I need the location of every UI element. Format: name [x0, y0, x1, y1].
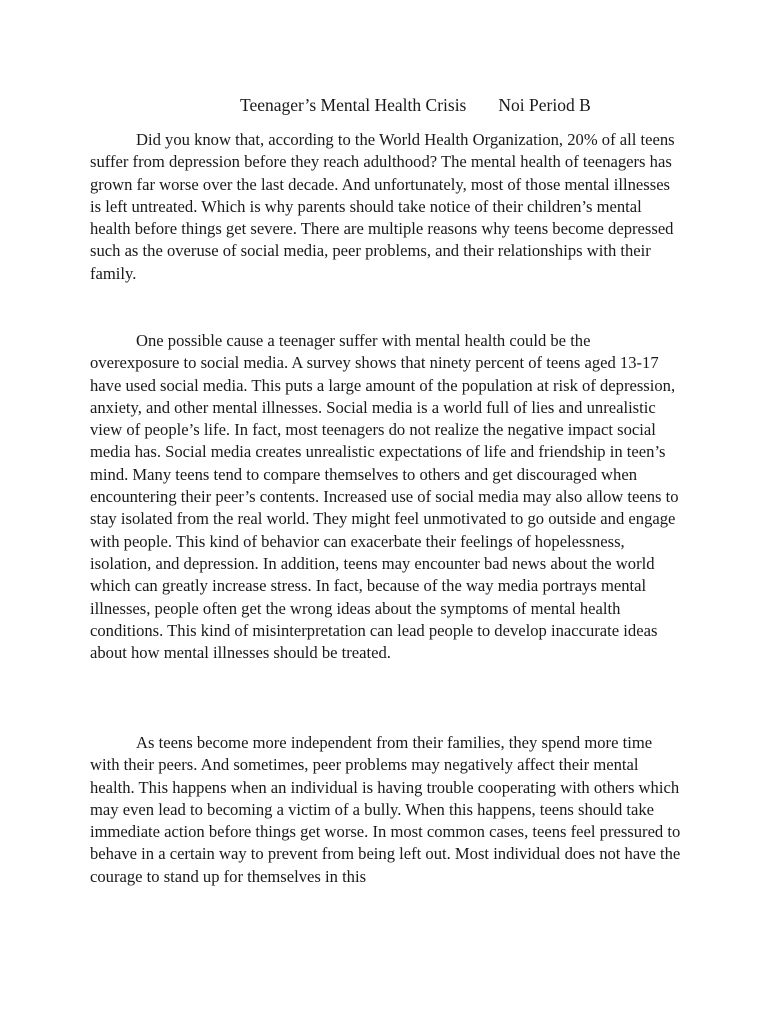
document-title: Teenager’s Mental Health Crisis	[240, 95, 467, 115]
paragraph-text: Did you know that, according to the World Health Organization, 20% of all teens suffer from depression before they reach adulthood? The mental health of teenagers has grown far worse over the last decade. And unfortunately, most of those mental illnesses is left untreated. Which is why parents should take notice of their children’s mental health before things get severe. There are multiple reasons why teens become depressed such as the overuse of social media, peer problems, and their relationships with their family.	[90, 130, 675, 283]
document-author: Noi Period B	[498, 95, 591, 115]
paragraph-text: One possible cause a teenager suffer with mental health could be the overexposure to social media. A survey shows that ninety percent of teens aged 13-17 have used social media. This puts a large amount of the population at risk of depression, anxiety, and other mental illnesses. Social media is a world full of lies and unrealistic view of people’s life. In fact, most teenagers do not realize the negative impact social media has. Social media creates unrealistic expectations of life and friendship in teen’s mind. Many teens tend to compare themselves to others and get discouraged when encountering their peer’s contents. Increased use of social media may also allow teens to stay isolated from the real world. They might feel unmotivated to go outside and engage with people. This kind of behavior can exacerbate their feelings of hopelessness, isolation, and depression. In addition, teens may encounter bad news about the world which can greatly increase stress. In fact, because of the way media portrays mental illnesses, people often get the wrong ideas about the symptoms of mental health conditions. This kind of misinterpretation can lead people to develop inaccurate ideas about how mental illnesses should be treated.	[90, 331, 679, 663]
document-heading	[240, 94, 591, 116]
paragraph-peer-problems	[90, 732, 682, 888]
paragraph-social-media	[90, 330, 682, 664]
paragraph-intro	[90, 129, 682, 285]
paragraph-text: As teens become more independent from their families, they spend more time with their peers. And sometimes, peer problems may negatively affect their mental health. This happens when an individual is having trouble cooperating with others which may even lead to becoming a victim of a bully. When this happens, teens should take immediate action before things get worse. In most common cases, teens feel pressured to behave in a certain way to prevent from being left out. Most individual does not have the courage to stand up for themselves in this	[90, 733, 681, 886]
